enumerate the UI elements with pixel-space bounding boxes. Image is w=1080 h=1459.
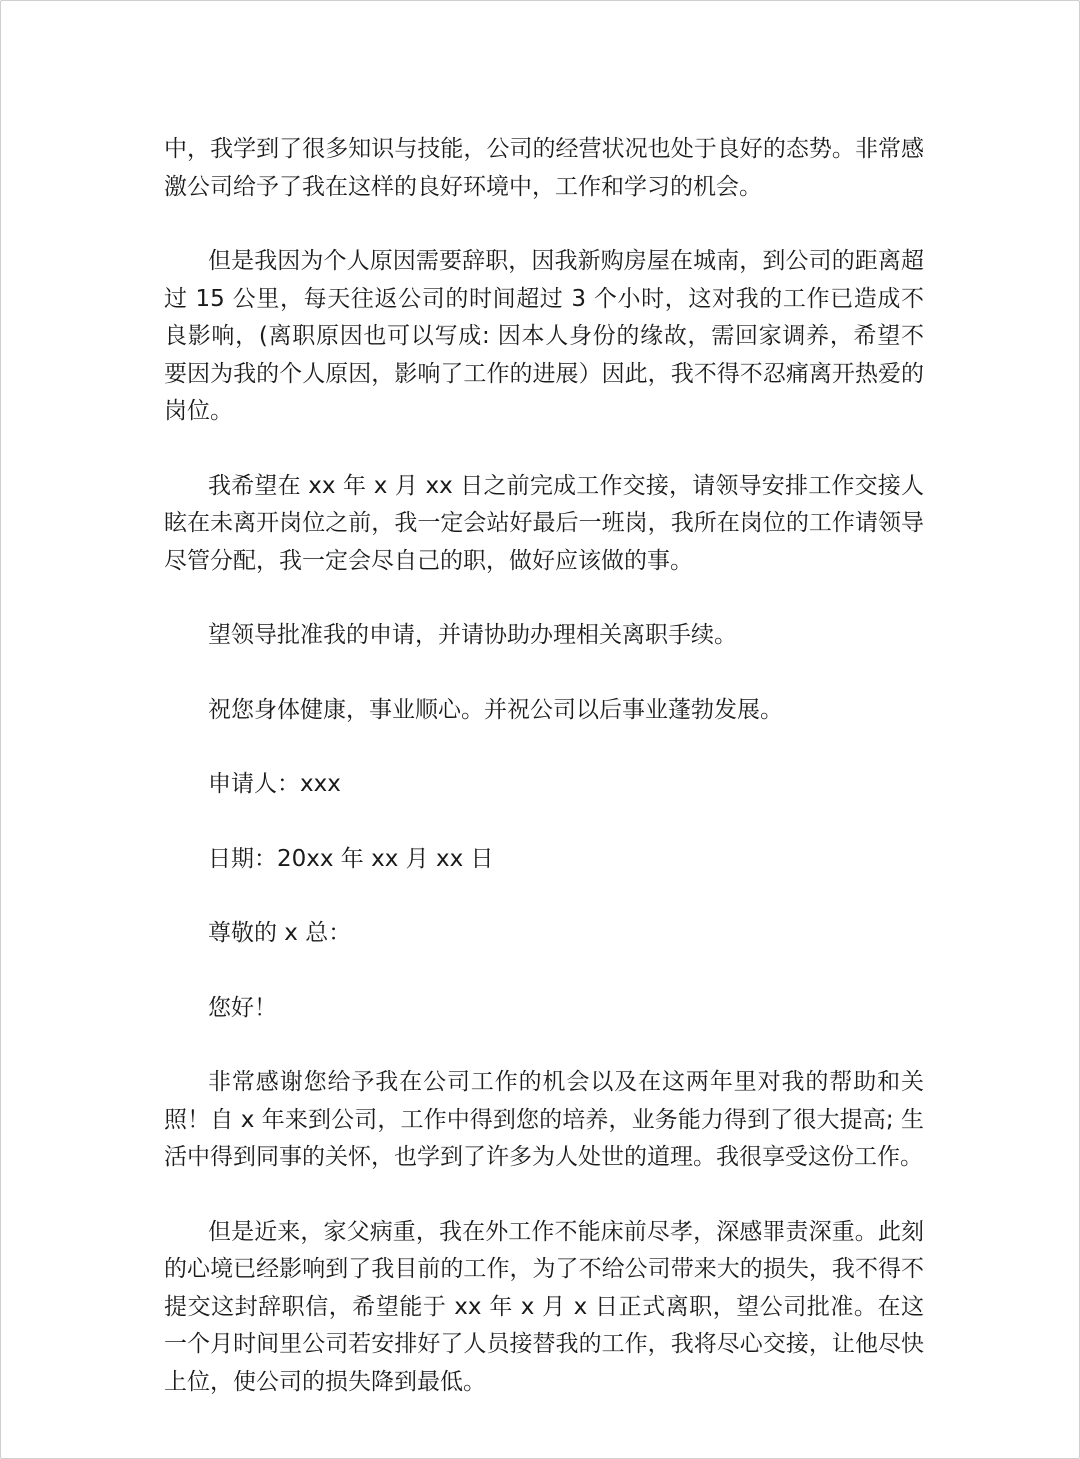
paragraph-family-reason: 但是近来，家父病重，我在外工作不能床前尽孝，深感罪责深重。此刻的心境已经影响到了我目前的工作，为了不给公司带来大的损失，我不得不提交这封辞职信，希望能于 xx 年 x 月 x 日正式离职，望公司批准。在这一个月时间里公司若安排好了人员接替我的工作，我将尽心交接，让他尽快上位，使公司的损失降到最低。 xyxy=(164,1218,924,1395)
paragraph-resignation-reason: 但是我因为个人原因需要辞职，因我新购房屋在城南，到公司的距离超过 15 公里，每天往返公司的时间超过 3 个小时，这对我的工作已造成不良影响，(离职原因也可以写成: 因本人身份的缘故，需回家调养，希望不要因为我的个人原因，影响了工作的进展）因此，我不得不忍痛离开热爱的岗位。 xyxy=(164,248,924,424)
salutation: 尊敬的 x 总： xyxy=(208,920,352,946)
paragraph-continued: 中，我学到了很多知识与技能，公司的经营状况也处于良好的态势。非常感激公司给予了我在这样的良好环境中，工作和学习的机会。 xyxy=(164,136,924,200)
paragraph-handover: 我希望在 xx 年 x 月 xx 日之前完成工作交接，请领导安排工作交接人眩在未离开岗位之前，我一定会站好最后一班岗，我所在岗位的工作请领导尽管分配，我一定会尽自己的职，做好应该做的事。 xyxy=(164,472,924,574)
paragraph-request-approval: 望领导批准我的申请，并请协助办理相关离职手续。 xyxy=(208,622,737,648)
document-body xyxy=(164,131,924,1401)
paragraph-wishes: 祝您身体健康，事业顺心。并祝公司以后事业蓬勃发展。 xyxy=(208,696,783,723)
date-line: 日期：20xx 年 xx 月 xx 日 xyxy=(208,845,494,872)
applicant-line: 申请人：xxx xyxy=(208,771,341,797)
greeting: 您好！ xyxy=(208,994,277,1021)
paragraph-thanks: 非常感谢您给予我在公司工作的机会以及在这两年里对我的帮助和关照！自 x 年来到公司，工作中得到您的培养，业务能力得到了很大提高; 生活中得到同事的关怀，也学到了许多为人处世的道理。我很享受这份工作。 xyxy=(164,1069,924,1170)
